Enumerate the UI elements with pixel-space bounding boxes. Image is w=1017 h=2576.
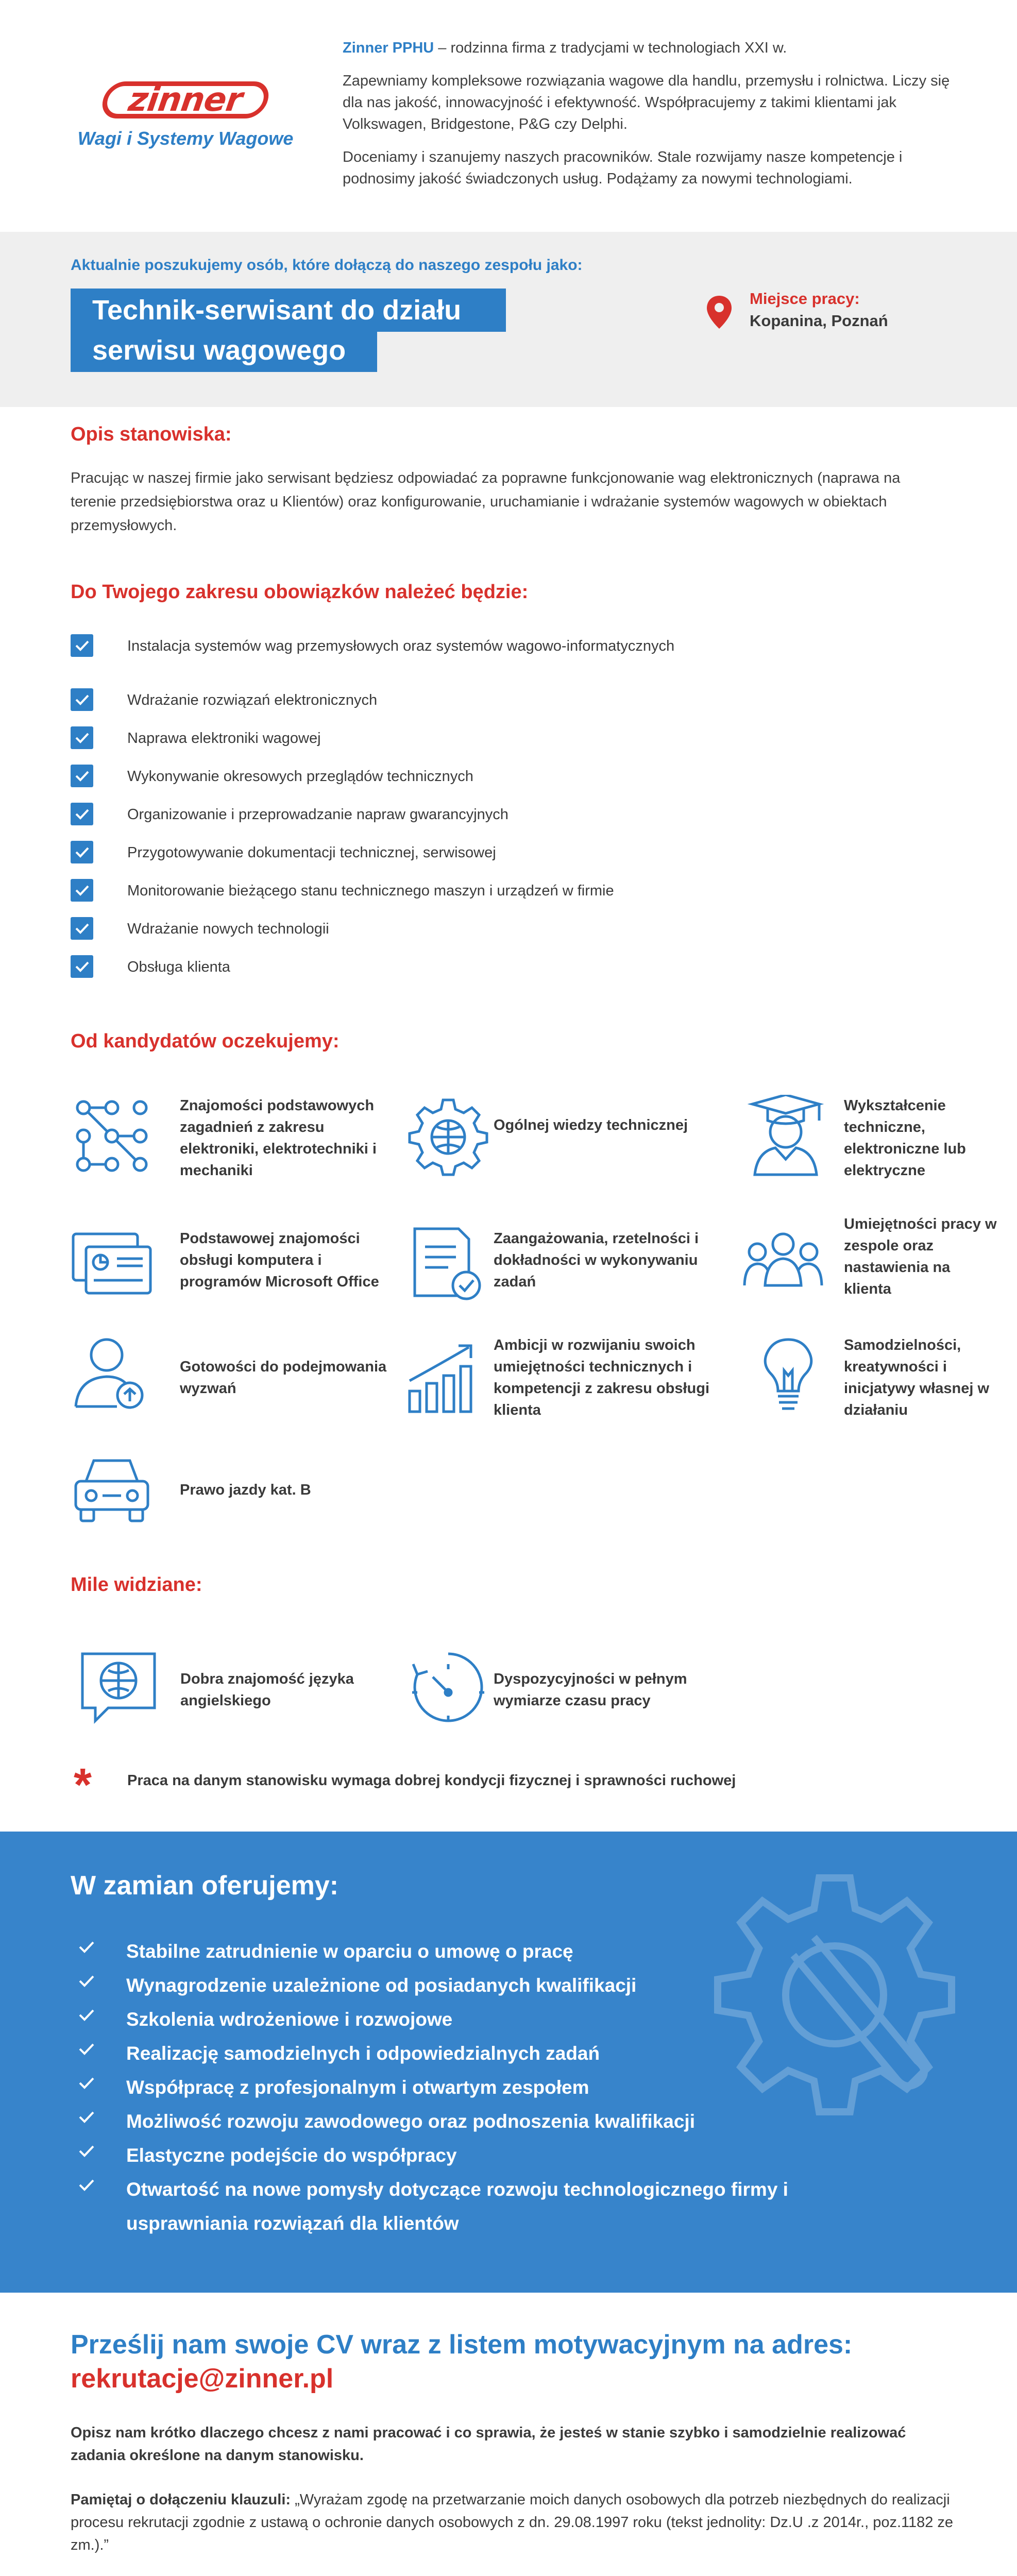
nice-to-have-text: Dobra znajomość języka angielskiego: [180, 1671, 354, 1709]
offer-text: Realizację samodzielnych i odpowiedzialnych zadań: [126, 2043, 600, 2064]
checkbox-icon: [71, 726, 93, 749]
duties-heading: Do Twojego zakresu obowiązków należeć będzie:: [71, 581, 529, 603]
logo-tagline: Wagi i Systemy Wagowe: [77, 128, 294, 149]
description-text: Pracując w naszej firmie jako serwisant będziesz odpowiadać za poprawne funkcjonowanie wag elektronicznych (naprawa na terenie przedsiębiorstwa oraz u Klientów) oraz konfigurowanie, uruchamianie i wdrażanie systemów wagowych w obiektach przemysłowych.: [71, 470, 901, 534]
candidate-item: [71, 1095, 400, 1188]
candidate-item: [747, 1095, 994, 1188]
growth-chart-icon: [407, 1334, 489, 1417]
location-pin-icon: [706, 295, 733, 330]
candidate-item: [71, 1334, 400, 1427]
check-icon: [77, 2040, 96, 2058]
duty-text: Naprawa elektroniki wagowej: [127, 730, 321, 747]
logo-text: zinner: [126, 81, 245, 119]
team-icon: [742, 1224, 824, 1306]
position-title-line-2: serwisu wagowego: [71, 329, 377, 372]
computer-icon: [71, 1224, 153, 1306]
recruitment-email-link[interactable]: rekrutacje@zinner.pl: [71, 2364, 334, 2394]
candidate-text: Prawo jazdy kat. B: [180, 1482, 311, 1498]
offer-text: Elastyczne podejście do współpracy: [126, 2145, 457, 2166]
offer-text: Stabilne zatrudnienie w oparciu o umowę o pracę: [126, 1941, 573, 1962]
document-check-icon: [407, 1224, 489, 1306]
offer-section: [0, 1832, 1017, 2293]
company-name: Zinner PPHU: [343, 40, 434, 56]
duty-text: Przygotowywanie dokumentacji technicznej, serwisowej: [127, 844, 496, 861]
checkbox-icon: [71, 955, 93, 978]
intro-paragraph-3: Doceniamy i szanujemy naszych pracowników. Stale rozwijamy nasze kompetencje i podnosimy jakość świadczonych usług. Podążamy za nowymi technologiami.: [343, 149, 903, 187]
candidate-text: Gotowości do podejmowania wyzwań: [180, 1359, 387, 1397]
place-value: Kopanina, Poznań: [750, 312, 888, 330]
checkbox-icon: [71, 841, 93, 863]
place-label: Miejsce pracy:: [750, 290, 860, 308]
check-icon: [77, 2176, 96, 2194]
candidate-text: Umiejętności pracy w zespole oraz nastawienia na klienta: [844, 1216, 997, 1297]
company-line-rest: – rodzinna firma z tradycjami w technologiach XXI w.: [434, 40, 787, 56]
check-icon: [77, 1938, 96, 1956]
clock-icon: [407, 1649, 489, 1731]
header: [0, 0, 1017, 232]
nice-to-have-text: Dyspozycyjności w pełnym wymiarze czasu pracy: [494, 1671, 687, 1709]
user-upload-icon: [71, 1334, 153, 1417]
gear-globe-icon: [407, 1095, 489, 1177]
offer-text: Wynagrodzenie uzależnione od posiadanych kwalifikacji: [126, 1975, 637, 1996]
candidate-item: [747, 1334, 999, 1437]
circuit-icon: [71, 1095, 153, 1177]
globe-chat-icon: [77, 1649, 160, 1731]
cv-call-to-action: Prześlij nam swoje CV wraz z listem motywacyjnym na adres:: [71, 2330, 853, 2360]
check-icon: [77, 1972, 96, 1990]
footer-instructions: Opisz nam krótko dlaczego chcesz z nami pracować i co sprawia, że jesteś w stanie szybko i samodzielnie realizować zadania określone na danym stanowisku.: [71, 2425, 906, 2464]
checkbox-icon: [71, 803, 93, 825]
candidate-item: [71, 1224, 400, 1316]
candidate-text: Znajomości podstawowych zagadnień z zakresu elektroniki, elektrotechniki i mechaniki: [180, 1097, 377, 1179]
nice-to-have-item: [407, 1649, 737, 1731]
checkbox-icon: [71, 765, 93, 787]
graduate-icon: [747, 1095, 829, 1177]
logo-pill: [98, 81, 273, 118]
duty-text: Organizowanie i przeprowadzanie napraw gwarancyjnych: [127, 806, 508, 823]
candidate-item: [407, 1224, 737, 1316]
checkbox-icon: [71, 879, 93, 902]
candidate-item: [407, 1334, 737, 1437]
intro-line-1: [343, 37, 971, 59]
duty-text: Wykonywanie okresowych przeglądów technicznych: [127, 768, 473, 785]
asterisk-icon: *: [74, 1759, 92, 1811]
candidate-text: Podstawowej znajomości obsługi komputera i programów Microsoft Office: [180, 1230, 379, 1290]
offer-text: Otwartość na nowe pomysły dotyczące rozwoju technologicznego firmy i usprawniania rozwiązań dla klientów: [126, 2179, 788, 2234]
intro-paragraph-2: Zapewniamy kompleksowe rozwiązania wagowe dla handlu, przemysłu i rolnictwa. Liczy się dla nas jakość, innowacyjność i efektywność. Współpracujemy z takimi klientami jak Volkswagen, Bridgestone, P&G czy Delphi.: [343, 73, 950, 132]
company-logo[interactable]: [72, 77, 299, 160]
candidate-text: Wykształcenie techniczne, elektroniczne lub elektryczne: [844, 1097, 966, 1179]
duty-text: Instalacja systemów wag przemysłowych oraz systemów wagowo-informatycznych: [127, 638, 675, 654]
candidate-item: [407, 1095, 716, 1188]
car-icon: [71, 1450, 153, 1533]
nice-to-have-item: [77, 1649, 407, 1731]
company-intro: [343, 37, 971, 201]
checkbox-icon: [71, 688, 93, 711]
offer-heading: W zamian oferujemy:: [71, 1871, 339, 1901]
position-lead: Aktualnie poszukujemy osób, które dołączą do naszego zespołu jako:: [71, 257, 583, 274]
candidate-item: [742, 1213, 999, 1316]
offer-text: Szkolenia wdrożeniowe i rozwojowe: [126, 2009, 453, 2030]
candidate-item: [71, 1450, 400, 1533]
clause-text: „Wyrażam zgodę na przetwarzanie moich danych osobowych dla potrzeb niezbędnych do realizacji procesu rekrutacji zgodnie z ustawą o ochronie danych osobowych z dn. 29.08.1997 roku (tekst jednolity: Dz.U .z 2014r., poz.1182 ze zm.).”: [71, 2492, 954, 2553]
lightbulb-icon: [747, 1334, 829, 1417]
candidate-text: Ambicji w rozwijaniu swoich umiejętności technicznych i kompetencji z zakresu obsługi klienta: [494, 1337, 709, 1418]
gdpr-clause: [71, 2488, 957, 2556]
nice-to-have-heading: Mile widziane:: [71, 1574, 202, 1596]
duty-text: Monitorowanie bieżącego stanu technicznego maszyn i urządzeń w firmie: [127, 883, 614, 899]
candidates-heading: Od kandydatów oczekujemy:: [71, 1030, 340, 1052]
position-title-line-1: Technik-serwisant do działu: [71, 289, 506, 332]
checkbox-icon: [71, 634, 93, 657]
health-note: Praca na danym stanowisku wymaga dobrej kondycji fizycznej i sprawności ruchowej: [127, 1772, 736, 1789]
candidate-text: Zaangażowania, rzetelności i dokładności w wykonywaniu zadań: [494, 1230, 699, 1290]
check-icon: [77, 2074, 96, 2092]
duty-text: Obsługa klienta: [127, 959, 230, 975]
offer-text: Współpracę z profesjonalnym i otwartym zespołem: [126, 2077, 589, 2098]
duty-text: Wdrażanie rozwiązań elektronicznych: [127, 692, 378, 708]
candidate-text: Samodzielności, kreatywności i inicjatywy własnej w działaniu: [844, 1337, 990, 1418]
check-icon: [77, 2108, 96, 2126]
clause-label: Pamiętaj o dołączeniu klauzuli:: [71, 2492, 291, 2508]
position-band: [0, 232, 1017, 407]
check-icon: [77, 2142, 96, 2160]
duty-text: Wdrażanie nowych technologii: [127, 921, 329, 937]
description-heading: Opis stanowiska:: [71, 423, 232, 445]
candidate-text: Ogólnej wiedzy technicznej: [494, 1117, 688, 1133]
check-icon: [77, 2006, 96, 2024]
offer-text: Możliwość rozwoju zawodowego oraz podnoszenia kwalifikacji: [126, 2111, 695, 2132]
checkbox-icon: [71, 917, 93, 940]
